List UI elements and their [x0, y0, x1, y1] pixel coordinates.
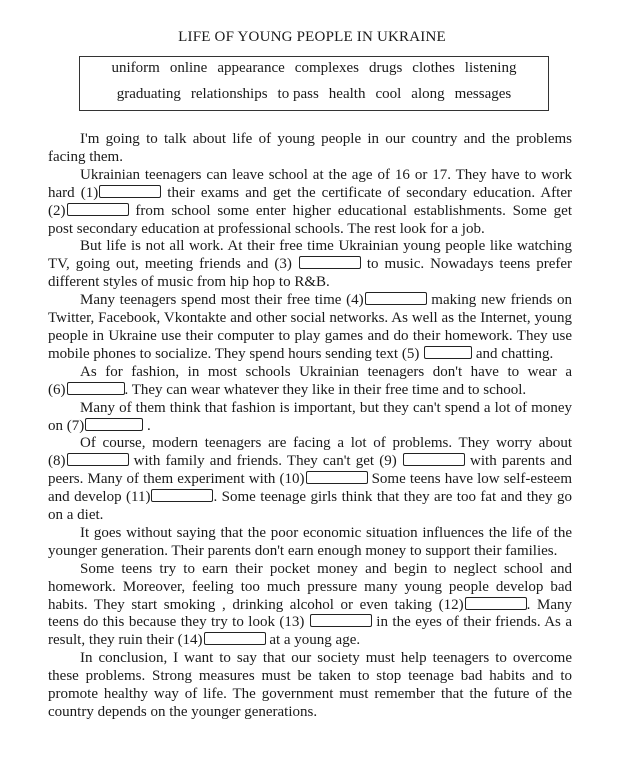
paragraph-text: in the eyes of their friends. As a result, they ruin their — [48, 614, 573, 649]
word-bank-row-1 — [80, 60, 548, 77]
word-bank-item: cool — [375, 86, 402, 102]
paragraph-1 — [48, 131, 572, 167]
paragraph-text: to music. Nowadays teens prefer different styles of music from hip hop to R&B. — [48, 256, 573, 291]
gap-number-11: (11) — [126, 489, 151, 506]
word-bank-item: along — [411, 86, 445, 102]
gap-9-box[interactable] — [403, 453, 465, 466]
word-bank-item: listening — [464, 60, 517, 76]
gap-11-box[interactable] — [151, 489, 213, 502]
paragraph-text: . Many teens do this because they try to look — [48, 596, 572, 631]
gap-6-box[interactable] — [67, 382, 125, 395]
paragraph-text: Many of them think that fashion is important, but they can't spend a lot of money on — [48, 399, 572, 434]
paragraph-text: But life is not all work. At their free time Ukrainian young people like watching TV, going out, meeting friends and — [48, 238, 572, 273]
word-bank-item: messages — [454, 86, 512, 102]
gap-number-8: (8) — [48, 453, 66, 470]
word-bank-item: graduating — [116, 86, 181, 102]
gap-number-14: (14) — [177, 632, 203, 649]
word-bank-item: online — [169, 60, 208, 76]
paragraph-10 — [48, 650, 572, 722]
gap-number-5: (5) — [401, 345, 420, 362]
gap-7-box[interactable] — [85, 418, 143, 431]
gap-number-13: (13) — [279, 614, 305, 631]
gap-number-2: (2) — [48, 202, 66, 219]
paragraph-7 — [48, 435, 572, 525]
word-bank-item: uniform — [111, 60, 160, 76]
paragraph-text: . Some teenage girls think that they are too fat and they go on a diet. — [48, 489, 572, 524]
word-bank-item: to pass — [277, 86, 319, 102]
gap-2-box[interactable] — [67, 203, 129, 216]
word-bank-item: appearance — [217, 60, 285, 76]
paragraph-text: In conclusion, I want to say that our society must help teenagers to overcome these problems. Strong measures must be taken to stop teenage bad habits and to promote healthy way of life. The government must remember that the future of the country depends on the younger generations. — [48, 650, 572, 720]
paragraph-text: Many teenagers spend most their free time — [80, 292, 347, 309]
gap-number-10: (10) — [279, 471, 305, 488]
word-bank-item: complexes — [294, 60, 359, 76]
paragraph-text: Of course, modern teenagers are facing a lot of problems. They worry about — [80, 435, 572, 452]
paragraph-text: with parents and peers. Many of them experiment with — [48, 453, 573, 488]
gap-number-3: (3) — [274, 256, 292, 273]
word-bank-item: health — [328, 86, 366, 102]
gap-14-box[interactable] — [204, 632, 266, 645]
paragraph-text: and chatting. — [472, 345, 554, 362]
gap-1-box[interactable] — [99, 185, 161, 198]
paragraph-text: As for fashion, in most schools Ukrainian teenagers don't have to wear a — [80, 363, 572, 380]
gap-number-4: (4) — [346, 292, 364, 309]
word-bank — [79, 56, 549, 111]
paragraph-text: It goes without saying that the poor economic situation influences the life of the younger generation. Their parents don't earn enough money to support their families. — [48, 524, 572, 559]
word-bank-row-2 — [80, 86, 548, 103]
gap-number-7: (7) — [66, 417, 85, 434]
paragraph-text: . They can wear whatever they like in their free time and to school. — [124, 381, 527, 398]
paragraph-text: their exams and get the certificate of secondary education. After — [161, 184, 573, 201]
paragraph-text: making new friends on Twitter, Facebook, Vkontakte and other social networks. As well as the Internet, young people in Ukraine use their computer to play games and do their homework. They use mobile phones to socialize. They spend hours sending text — [48, 292, 572, 362]
gap-number-12: (12) — [438, 596, 464, 613]
gap-3-box[interactable] — [299, 256, 361, 269]
paragraph-2 — [48, 167, 572, 239]
gap-number-1: (1) — [80, 184, 99, 201]
word-bank-item: clothes — [412, 60, 455, 76]
gap-12-box[interactable] — [465, 597, 527, 610]
gap-8-box[interactable] — [67, 453, 129, 466]
paragraph-text: with family and friends. They can't get — [128, 453, 380, 470]
paragraph-5 — [48, 364, 572, 400]
page-title: LIFE OF YOUNG PEOPLE IN UKRAINE — [178, 29, 446, 45]
paragraph-text: I'm going to talk about life of young people in our country and the problems facing them. — [48, 131, 572, 165]
gap-4-box[interactable] — [365, 292, 427, 305]
gap-number-6: (6) — [48, 381, 66, 398]
word-bank-item: drugs — [368, 60, 403, 76]
paragraph-4 — [48, 292, 572, 364]
gap-13-box[interactable] — [310, 614, 372, 627]
paragraph-8 — [48, 525, 572, 561]
gap-10-box[interactable] — [306, 471, 368, 484]
paragraph-6 — [48, 400, 572, 436]
paragraph-text: . — [143, 417, 151, 434]
gap-5-box[interactable] — [424, 346, 472, 359]
word-bank-item: relationships — [190, 86, 268, 102]
paragraph-3 — [48, 238, 572, 292]
paragraph-text: from school some enter higher educational establishments. Some get post secondary education at professional schools. The rest look for a job. — [48, 202, 572, 237]
paragraph-text: at a young age. — [265, 632, 361, 649]
paragraph-text: Some teens try to earn their pocket money and begin to neglect school and homework. Moreover, feeling too much pressure many young people develop bad habits. They start smoking , drinking alcohol or even taking — [48, 560, 572, 613]
paragraph-text: Ukrainian teenagers can leave school at the age of 16 or 17. They have to work hard — [48, 166, 572, 201]
paragraph-9 — [48, 561, 572, 651]
paragraph-text: Some teens have low self-esteem and develop — [48, 471, 572, 506]
reading-text — [48, 131, 572, 722]
gap-number-9: (9) — [379, 453, 397, 470]
